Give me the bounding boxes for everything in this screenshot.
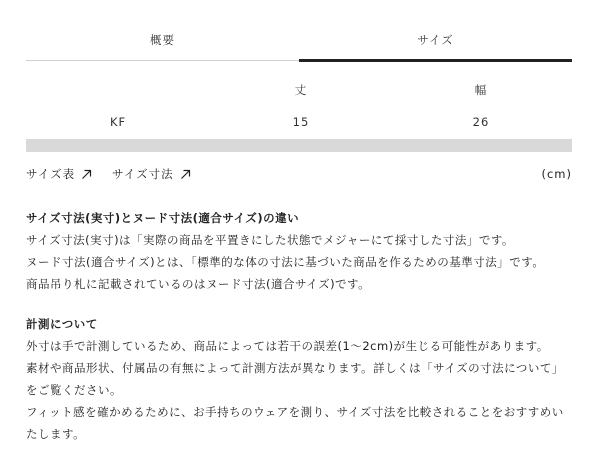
section-text: 外寸は手で計測しているため、商品によっては若干の誤差(1〜2cm)が生じる可能性があります。 — [26, 339, 549, 353]
section-text: フィット感を確かめるために、お手持ちのウェアを測り、サイズ寸法を比較されることをおすすめいたします。 — [26, 405, 564, 441]
column-header-width: 幅 — [474, 83, 488, 97]
unit-label: (cm) — [541, 167, 572, 181]
column-header-length: 丈 — [294, 83, 308, 97]
external-arrow-icon — [180, 169, 191, 180]
section-size-difference — [26, 207, 572, 295]
active-tab-indicator — [299, 59, 572, 62]
size-dimensions-link[interactable]: サイズ寸法 — [112, 164, 191, 184]
cell-width: 26 — [472, 115, 490, 129]
size-table-header — [26, 80, 572, 100]
row-label: KF — [110, 115, 127, 129]
tab-bar — [26, 20, 572, 62]
section-title: サイズ寸法(実寸)とヌード寸法(適合サイズ)の違い — [26, 211, 300, 225]
size-links — [26, 164, 572, 184]
section-text: 素材や商品形状、付属品の有無によって計測方法が異なります。詳しくは「サイズの寸法について」をご覧ください。 — [26, 361, 564, 397]
section-title: 計測について — [26, 317, 98, 331]
section-text: 商品吊り札に記載されているのはヌード寸法(適合サイズ)です。 — [26, 277, 371, 291]
table-row — [26, 112, 572, 132]
section-measurement — [26, 313, 572, 445]
scrollbar[interactable] — [26, 139, 572, 152]
cell-length: 15 — [292, 115, 310, 129]
section-text: ヌード寸法(適合サイズ)とは、「標準的な体の寸法に基づいた商品を作るための基準寸法」です。 — [26, 255, 545, 269]
tab-size[interactable]: サイズ — [417, 33, 454, 47]
section-text: サイズ寸法(実寸)は「実際の商品を平置きにした状態でメジャーにて採寸した寸法」です。 — [26, 233, 514, 247]
size-table — [26, 80, 572, 132]
size-chart-link[interactable]: サイズ表 — [26, 164, 92, 184]
tab-overview[interactable]: 概要 — [150, 33, 175, 47]
external-arrow-icon — [81, 169, 92, 180]
